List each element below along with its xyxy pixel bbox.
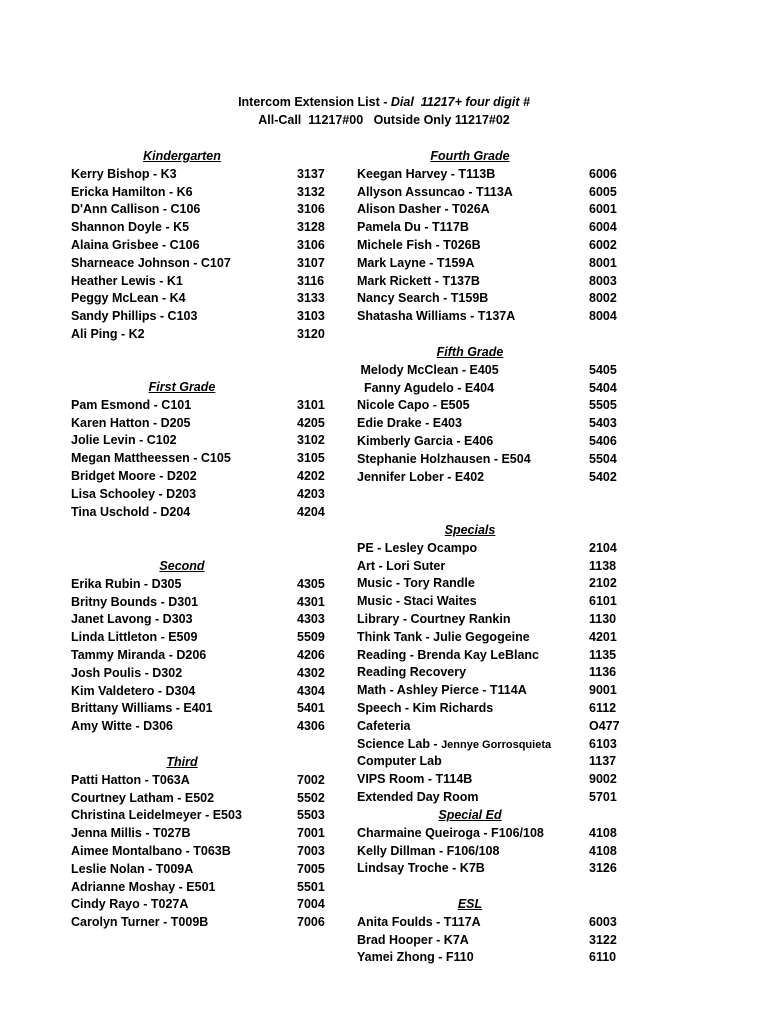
staff-name-text: Pam Esmond - C101 (71, 397, 192, 412)
staff-name (71, 612, 193, 626)
staff-name (357, 826, 544, 840)
extension-number: 6112 (589, 701, 617, 715)
staff-name (357, 683, 527, 697)
staff-name-text: Kimberly Garcia - E406 (357, 434, 494, 448)
staff-name (71, 630, 197, 644)
section-title: Second (159, 559, 205, 573)
staff-name-text: Keegan Harvey - T113B (357, 166, 496, 181)
extension-number: 5502 (297, 790, 325, 805)
staff-name (71, 185, 193, 199)
staff-name (357, 790, 479, 804)
extension-number: 1130 (589, 612, 617, 626)
extension-number: 4305 (297, 576, 325, 591)
staff-name-text: VIPS Room - T114B (357, 772, 473, 787)
staff-name (71, 416, 190, 430)
section-title: Kindergarten (143, 149, 221, 163)
staff-name (71, 398, 191, 412)
staff-name-text: Computer Lab (357, 754, 442, 769)
staff-name (357, 648, 539, 662)
staff-name (357, 576, 475, 590)
staff-name-text: Patti Hatton - T063A (71, 772, 190, 787)
staff-name (357, 612, 511, 626)
staff-name-text: Jolie Levin - C102 (71, 433, 177, 448)
section-title: ESL (457, 897, 483, 911)
extension-number: 4205 (297, 415, 325, 430)
staff-name-text: Aimee Montalbano - T063B (71, 844, 231, 858)
extension-number: 5504 (589, 451, 617, 466)
staff-name (71, 897, 188, 911)
staff-name-text: Nicole Capo - E505 (357, 398, 470, 413)
section-title: Specials (444, 523, 496, 537)
staff-name (71, 202, 200, 216)
staff-name (357, 167, 495, 181)
staff-name-text: Alaina Grisbee - C106 (71, 238, 200, 252)
extension-number: 3128 (297, 220, 325, 235)
staff-name (357, 291, 488, 305)
extension-number: 4204 (297, 504, 325, 519)
extension-number: 3116 (297, 273, 325, 288)
staff-name (71, 719, 173, 733)
staff-name-text: Michele Fish - T026B (357, 238, 481, 252)
staff-name (357, 185, 513, 199)
staff-name-text: Kim Valdetero - D304 (71, 683, 196, 698)
extension-number: 4306 (297, 719, 325, 734)
extension-number: 7001 (297, 826, 325, 841)
staff-name-text: Megan Mattheessen - C105 (71, 451, 231, 466)
page-subtitle: All-Call 11217#00 Outside Only 11217#02 (258, 113, 510, 127)
staff-name-text: Fanny Agudelo - E404 (357, 380, 495, 395)
staff-name (71, 684, 195, 698)
staff-name (357, 915, 481, 929)
section-title: Fourth Grade (430, 149, 510, 163)
staff-name-text: Lisa Schooley - D203 (71, 486, 197, 501)
extension-number: 2104 (589, 540, 617, 555)
staff-name-text: Leslie Nolan - T009A (71, 861, 194, 876)
staff-name-text: Mark Rickett - T137B (357, 273, 480, 288)
extension-number: 2102 (589, 576, 617, 591)
staff-name (357, 274, 480, 288)
staff-name (357, 559, 445, 573)
extension-number: 3126 (589, 861, 617, 876)
extension-number: 5509 (297, 630, 325, 645)
extension-number: 3106 (297, 202, 325, 217)
staff-name-text: Kelly Dillman - F106/108 (357, 843, 500, 858)
staff-name (357, 238, 481, 252)
staff-name-text: Britny Bounds - D301 (71, 594, 199, 609)
extension-number: 3132 (297, 184, 325, 199)
extension-number: 5503 (297, 808, 325, 823)
extension-number: 8003 (589, 273, 617, 288)
staff-name-text: Pamela Du - T117B (357, 220, 469, 235)
staff-name-text: Yamei Zhong - F110 (357, 950, 474, 965)
extension-number: 4301 (297, 594, 325, 609)
staff-name-text: Erika Rubin - D305 (71, 576, 182, 591)
staff-name (357, 754, 442, 768)
extension-number: 7003 (297, 844, 325, 858)
staff-name-text: Janet Lavong - D303 (71, 612, 193, 627)
staff-name-text: Brad Hooper - K7A (357, 932, 469, 947)
staff-name-text: Karen Hatton - D205 (71, 415, 191, 430)
staff-name (71, 844, 231, 858)
extension-number: 7004 (297, 897, 325, 912)
staff-name (357, 363, 499, 377)
extension-number: 3106 (297, 238, 325, 252)
section-title: Third (166, 755, 198, 769)
staff-name-text: Linda Littleton - E509 (71, 630, 198, 645)
extension-number: 5403 (589, 416, 617, 431)
extension-number: 3101 (297, 397, 325, 412)
staff-name (71, 220, 189, 234)
staff-name (71, 469, 197, 483)
staff-name (357, 737, 551, 751)
staff-name (71, 451, 231, 465)
staff-name-text: Allyson Assuncao - T113A (357, 184, 513, 199)
staff-name (357, 256, 474, 270)
staff-name (357, 398, 470, 412)
staff-name-text: Kerry Bishop - K3 (71, 166, 177, 181)
staff-name-text: Tammy Miranda - D206 (71, 648, 207, 662)
extension-number: 5405 (589, 362, 617, 377)
staff-name-text: Math - Ashley Pierce - T114A (357, 683, 527, 698)
staff-name (357, 772, 472, 786)
extension-number: 4108 (589, 825, 617, 840)
staff-name (71, 701, 213, 715)
extension-number: 6005 (589, 184, 617, 199)
staff-name-text: Brittany Williams - E401 (71, 701, 213, 716)
staff-name-text: Sandy Phillips - C103 (71, 309, 198, 324)
extension-number: 4303 (297, 612, 325, 627)
staff-name (71, 274, 183, 288)
extension-number: 7002 (297, 772, 325, 787)
staff-name (357, 861, 485, 875)
staff-name-text: Shatasha Williams - T137A (357, 309, 516, 324)
staff-name-text: Melody McClean - E405 (357, 362, 499, 377)
extension-number: 6004 (589, 220, 617, 235)
staff-name-text: Edie Drake - E403 (357, 416, 462, 431)
section-title: First Grade (148, 380, 216, 394)
staff-name (357, 452, 531, 466)
extension-number: 4108 (589, 843, 617, 858)
staff-name (357, 470, 484, 484)
staff-name (357, 630, 530, 644)
staff-name (71, 487, 196, 501)
extension-number: 3102 (297, 433, 325, 448)
extension-number: 3103 (297, 309, 325, 324)
extension-number: 6001 (589, 202, 617, 217)
extension-number: 5401 (297, 701, 325, 716)
staff-name-text: Mark Layne - T159A (357, 255, 475, 270)
staff-name-text: Bridget Moore - D202 (71, 469, 197, 483)
staff-name-text: Alison Dasher - T026A (357, 202, 490, 217)
staff-name (71, 915, 208, 929)
extension-number: 7006 (297, 915, 325, 930)
staff-name (71, 505, 190, 519)
title-dial-instructions: Dial 11217+ four digit # (390, 95, 530, 109)
extension-number: 5505 (589, 398, 617, 413)
staff-name (71, 666, 182, 680)
staff-name-text: Stephanie Holzhausen - E504 (357, 451, 531, 466)
staff-name (71, 238, 200, 252)
staff-name-text: Shannon Doyle - K5 (71, 220, 190, 235)
staff-name-text: Josh Poulis - D302 (71, 665, 183, 680)
staff-name-text: Science Lab - (357, 736, 442, 751)
staff-name-text: Think Tank - Julie Gegogeine (357, 629, 530, 644)
extension-number: 3105 (297, 451, 325, 466)
staff-name-text: Charmaine Queiroga - F106/108 (357, 825, 544, 840)
extension-number: 6101 (589, 594, 617, 609)
staff-name (357, 701, 493, 715)
staff-name (357, 844, 499, 858)
staff-name (71, 826, 190, 840)
staff-name (71, 327, 145, 341)
extension-number: 9001 (589, 683, 617, 698)
extension-number: O477 (589, 718, 620, 733)
title-prefix: Intercom Extension List - (238, 95, 391, 109)
staff-name (357, 220, 469, 234)
page-title (0, 95, 768, 109)
staff-name-text: Heather Lewis - K1 (71, 273, 183, 288)
staff-name-text: Library - Courtney Rankin (357, 612, 511, 626)
extension-number: 3120 (297, 327, 325, 341)
staff-name-detail: Jennye Gorrosquieta (441, 738, 552, 751)
staff-name (71, 880, 216, 894)
staff-name-text: Extended Day Room (357, 790, 479, 804)
extension-number: 4203 (297, 486, 325, 501)
staff-name (357, 416, 462, 430)
staff-name-text: Anita Foulds - T117A (357, 914, 481, 929)
staff-name (71, 167, 177, 181)
staff-name-text: Sharneace Johnson - C107 (71, 255, 231, 270)
extension-number: 3137 (297, 166, 325, 181)
staff-name-text: Nancy Search - T159B (357, 291, 489, 306)
extension-number: 5501 (297, 879, 325, 894)
staff-name (357, 719, 411, 733)
staff-name (357, 594, 477, 608)
section-title: Fifth Grade (436, 345, 504, 359)
staff-name-text: Cindy Rayo - T027A (71, 897, 189, 912)
staff-name (71, 791, 214, 805)
extension-number: 3133 (297, 291, 325, 306)
extension-number: 8002 (589, 291, 617, 306)
staff-name (71, 577, 181, 591)
staff-name (71, 309, 197, 323)
extension-number: 7005 (297, 861, 325, 876)
staff-name-text: Jennifer Lober - E402 (357, 469, 485, 484)
extension-number: 6002 (589, 238, 617, 252)
staff-name-text: Cafeteria (357, 718, 411, 733)
staff-name-text: D'Ann Callison - C106 (71, 202, 201, 217)
staff-name-text: Jenna Millis - T027B (71, 826, 191, 841)
extension-number: 5701 (589, 790, 617, 804)
staff-name-text: Tina Uschold - D204 (71, 504, 191, 519)
staff-name (357, 202, 490, 216)
staff-name-text: Ericka Hamilton - K6 (71, 184, 193, 199)
extension-number: 1138 (589, 558, 617, 573)
staff-name (357, 933, 469, 947)
extension-number: 3107 (297, 255, 325, 270)
staff-name (357, 309, 515, 323)
staff-name-text: PE - Lesley Ocampo (357, 540, 478, 555)
staff-name-text: Speech - Kim Richards (357, 701, 494, 715)
extension-number: 3122 (589, 932, 617, 947)
extension-number: 4202 (297, 469, 325, 483)
staff-name (357, 434, 493, 448)
staff-name (357, 665, 466, 679)
staff-name-text: Adrianne Moshay - E501 (71, 879, 216, 894)
extension-number: 9002 (589, 772, 617, 787)
extension-number: 5406 (589, 434, 617, 448)
staff-name (71, 808, 242, 822)
extension-number: 1137 (589, 754, 617, 769)
extension-number: 1136 (589, 665, 617, 680)
extension-number: 5404 (589, 380, 617, 395)
staff-name (357, 541, 477, 555)
staff-name-text: Lindsay Troche - K7B (357, 861, 485, 876)
extension-number: 4206 (297, 648, 325, 662)
staff-name (71, 256, 231, 270)
staff-name (71, 291, 186, 305)
section-title: Special Ed (438, 808, 502, 822)
staff-name-text: Courtney Latham - E502 (71, 790, 215, 805)
staff-name (71, 862, 193, 876)
extension-number: 6103 (589, 736, 617, 751)
extension-number: 6003 (589, 914, 617, 929)
extension-number: 4201 (589, 629, 617, 644)
staff-name (71, 433, 177, 447)
extension-number: 8004 (589, 309, 617, 324)
staff-name-text: Christina Leidelmeyer - E503 (71, 808, 242, 823)
extension-number: 4302 (297, 665, 325, 680)
staff-name-text: Carolyn Turner - T009B (71, 915, 209, 930)
staff-name-text: Amy Witte - D306 (71, 719, 173, 734)
staff-name-text: Music - Staci Waites (357, 594, 477, 609)
staff-name-text: Music - Tory Randle (357, 576, 475, 591)
staff-name-text: Peggy McLean - K4 (71, 291, 186, 306)
staff-name (357, 381, 494, 395)
extension-number: 4304 (297, 683, 325, 698)
staff-name-text: Ali Ping - K2 (71, 327, 145, 341)
extension-number: 8001 (589, 255, 617, 270)
extension-number: 6110 (589, 950, 617, 965)
staff-name (71, 595, 198, 609)
staff-name (357, 950, 474, 964)
staff-name-text: Art - Lori Suter (357, 558, 446, 573)
extension-number: 5402 (589, 469, 617, 484)
extension-number: 6006 (589, 166, 617, 181)
staff-name (71, 648, 206, 662)
staff-name-text: Reading Recovery (357, 665, 467, 680)
extension-number: 1135 (589, 647, 617, 662)
staff-name (71, 773, 190, 787)
staff-name-text: Reading - Brenda Kay LeBlanc (357, 647, 539, 662)
